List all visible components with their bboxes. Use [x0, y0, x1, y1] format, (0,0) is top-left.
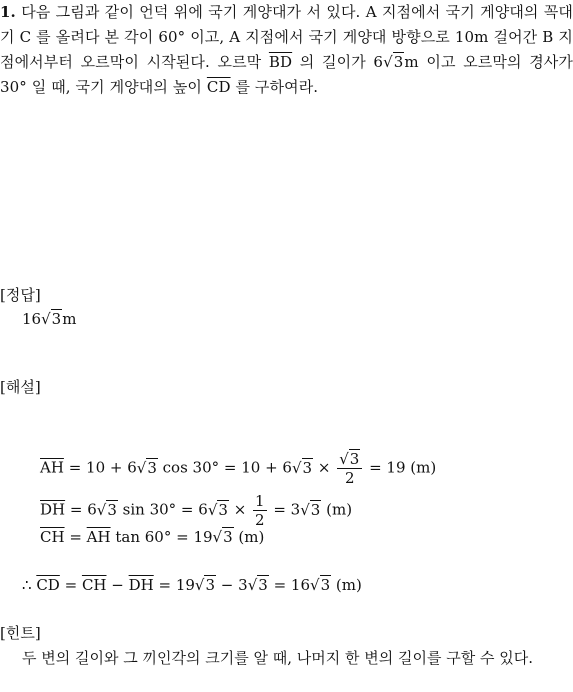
segment-cd: $\overline{CD}$ — [36, 576, 60, 594]
segment-dh: $\overline{DH}$ — [128, 576, 154, 594]
segment-ah: $\overline{AH}$ — [40, 458, 64, 477]
problem-statement — [0, 0, 573, 100]
therefore-symbol: ∴ — [22, 576, 37, 594]
sqrt-radicand: 3 — [393, 53, 404, 71]
sqrt-symbol: √3 — [207, 500, 228, 519]
answer-radicand: 3 — [51, 310, 62, 328]
sqrt-symbol: √3 — [300, 500, 321, 519]
segment-cd: $\overline{CD}$ — [206, 78, 231, 96]
problem-text-2: 의 길이가 6 — [292, 53, 384, 71]
solution-line-1: $\overline{AH} = 10 + 6√3$ cos 30° = 10 + 6√3 × $\frac{√3}{2}$ = 19 (m) — [40, 450, 437, 487]
solution-line-3: $\overline{CH} = \overline{AH}$ tan 60° = 19√3 (m) — [40, 528, 265, 546]
fraction: $\frac{√3}{2}$ — [337, 450, 362, 487]
sqrt-symbol: √3 — [339, 450, 360, 468]
solution-line-2: $\overline{DH} = 6√3$ sin 30° = 6√3 × $\frac{1}{2}$ = 3√3 (m) — [40, 492, 353, 529]
problem-text-4: 를 구하여라. — [230, 78, 319, 96]
solution-line-4: ∴ $\overline{CD} = \overline{CH} - \overline{DH} = 19√3 - 3√3 = 16√3$ (m) — [22, 576, 362, 594]
segment-dh: $\overline{DH}$ — [40, 500, 66, 519]
sqrt-symbol: √3 — [310, 576, 331, 594]
answer-value — [22, 310, 76, 328]
segment-bd: $\overline{BD}$ — [268, 53, 293, 71]
problem-number: 1. — [0, 3, 16, 21]
sqrt-symbol: √3 — [194, 576, 216, 594]
answer-unit: m — [62, 310, 77, 328]
problem-text-1: 다음 그림과 같이 언덕 위에 국기 게양대가 서 있다. A 지점에서 국기 게양대의 꼭대기 C 를 올려다 본 각이 60° 이고, A 지점에서 국기 게양대 방향으로 10m 걸어간 B 지점에서부터 오르막이 시작된다. 오르막 — [0, 3, 573, 71]
solution-header: [해설] — [0, 378, 41, 396]
answer-coef: 16 — [22, 310, 42, 328]
sqrt-symbol: √3 — [383, 53, 404, 71]
sqrt-symbol: √3 — [291, 458, 313, 477]
sqrt-symbol: √3 — [96, 500, 117, 519]
sqrt-symbol: √3 — [41, 310, 62, 328]
segment-ah: $\overline{AH}$ — [86, 528, 111, 546]
sqrt-symbol: √3 — [136, 458, 157, 477]
segment-ch: $\overline{CH}$ — [40, 528, 65, 546]
sqrt-symbol: √3 — [247, 576, 268, 594]
problem-text-3: m 이고 오르막의 경사가 30° 일 때, 국기 게양대의 높이 — [0, 53, 573, 96]
segment-ch: $\overline{CH}$ — [81, 576, 107, 594]
fraction: $\frac{1}{2}$ — [255, 492, 265, 529]
sqrt-symbol: √3 — [212, 528, 233, 546]
hint-header: [힌트] — [0, 624, 41, 642]
hint-text: 두 변의 길이와 그 끼인각의 크기를 알 때, 나머지 한 변의 길이를 구할 수 있다. — [22, 649, 533, 667]
answer-header: [정답] — [0, 286, 41, 304]
